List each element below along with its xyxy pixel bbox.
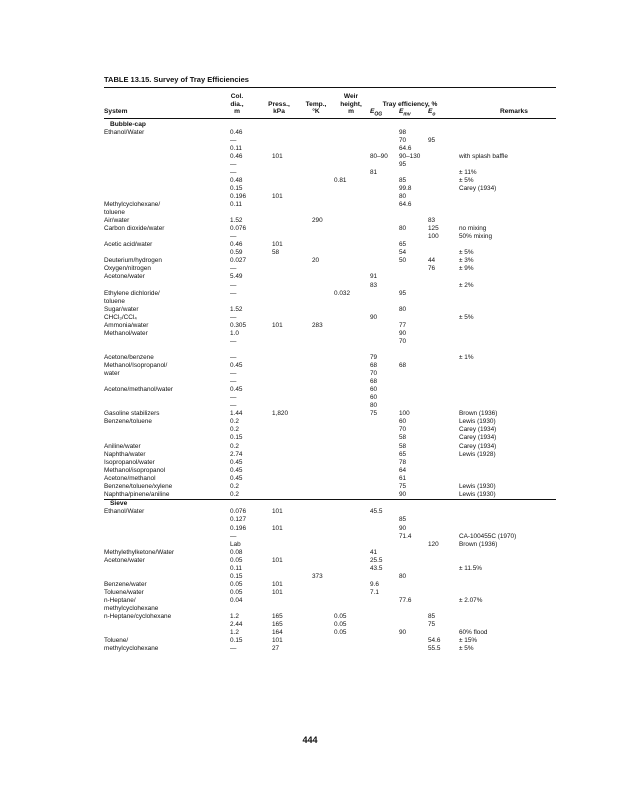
weir-height-header: Weir height, m: [340, 93, 362, 116]
efficiency-emv-cell: 58: [399, 434, 407, 442]
efficiency-eog-cell: 81: [370, 168, 378, 176]
column-diameter-cell: 2.74: [230, 450, 243, 458]
efficiency-eo-cell: 44: [428, 257, 436, 265]
efficiency-eo-cell: 120: [428, 540, 439, 548]
efficiency-emv-cell: 80: [399, 225, 407, 233]
system-cell: Acetone/water: [104, 273, 145, 281]
column-diameter-cell: 0.45: [230, 474, 243, 482]
pressure-header: Press., kPa: [268, 100, 290, 116]
remarks-cell: 60% flood: [459, 629, 488, 637]
system-cell: Methylcyclohexane/: [104, 201, 161, 208]
column-diameter-cell: —: [230, 378, 237, 386]
pressure-cell: 27: [272, 645, 280, 653]
efficiency-eog-cell: 80–90: [370, 152, 388, 160]
remarks-cell: Brown (1936): [459, 410, 498, 418]
efficiency-eog-cell: 60: [370, 394, 378, 402]
remarks-cell: ± 2.07%: [459, 596, 483, 604]
column-diameter-cell: 0.2: [230, 418, 239, 426]
weir-height-cell: 0.05: [334, 629, 347, 637]
system-cell: Isopropanol/water: [104, 458, 155, 466]
remarks-cell: ± 9%: [459, 265, 474, 273]
efficiency-emv-cell: 98: [399, 128, 407, 136]
pressure-cell: 101: [272, 637, 283, 645]
system-cell: Toluene/: [104, 637, 129, 645]
efficiency-emv-cell: 85: [399, 516, 407, 524]
system-cell: Oxygen/nitrogen: [104, 265, 151, 273]
remarks-cell: ± 1%: [459, 353, 474, 361]
column-diameter-cell: 2.44: [230, 621, 243, 629]
remarks-cell: ± 15%: [459, 637, 478, 645]
column-diameter-cell: 0.05: [230, 588, 243, 596]
column-diameter-cell: —: [230, 289, 237, 297]
efficiency-emv-cell: 85: [399, 176, 407, 184]
efficiency-emv-cell: 75: [399, 482, 407, 490]
efficiency-emv-cell: 80: [399, 572, 407, 580]
tray-efficiency-header: Tray efficiency, %: [382, 100, 438, 108]
column-diameter-cell: 0.2: [230, 482, 239, 490]
efficiency-eo-cell: 100: [428, 233, 439, 241]
column-diameter-cell: —: [230, 313, 237, 321]
remarks-cell: 50% mixing: [459, 233, 493, 241]
column-diameter-cell: 0.2: [230, 490, 239, 498]
efficiency-eo-cell: 95: [428, 136, 436, 144]
table-title: TABLE 13.15. Survey of Tray Efficiencies: [104, 75, 249, 84]
column-diameter-cell: 0.45: [230, 466, 243, 474]
remarks-cell: Lewis (1930): [459, 482, 496, 490]
efficiency-emv-cell: 61: [399, 474, 407, 482]
system-cell: Acetone/water: [104, 556, 145, 564]
system-cell: Benzene/toluene/xylene: [104, 482, 173, 490]
efficiency-eog-cell: 70: [370, 370, 378, 378]
column-diameter-cell: —: [230, 532, 237, 540]
eo-header: $E_o$: [428, 108, 436, 118]
column-diameter-cell: —: [230, 394, 237, 402]
temperature-cell: 373: [312, 572, 323, 580]
column-diameter-cell: 0.05: [230, 580, 243, 588]
efficiency-eog-cell: 75: [370, 410, 378, 418]
temperature-header: Temp., °K: [305, 100, 327, 116]
efficiency-emv-cell: 77: [399, 321, 407, 329]
remarks-cell: Carey (1934): [459, 442, 497, 450]
pressure-cell: 101: [272, 508, 283, 516]
column-diameter-cell: 0.15: [230, 184, 243, 192]
weir-height-cell: 0.032: [334, 289, 350, 297]
efficiency-emv-cell: 50: [399, 257, 407, 265]
eog-header: $E_{OG}$: [370, 108, 383, 118]
efficiency-eo-cell: 85: [428, 613, 436, 621]
system-cell: toluene: [104, 209, 125, 217]
column-diameter-cell: 0.46: [230, 241, 243, 249]
efficiency-emv-cell: 78: [399, 458, 407, 466]
efficiency-emv-cell: 58: [399, 442, 407, 450]
efficiency-emv-cell: 70: [399, 136, 407, 144]
column-diameter-cell: 0.11: [230, 201, 242, 208]
efficiency-eog-cell: 25.5: [370, 556, 383, 564]
remarks-cell: ± 2%: [459, 281, 474, 289]
system-cell: Methanol/water: [104, 329, 148, 337]
remarks-cell: Brown (1936): [459, 540, 498, 548]
remarks-cell: ± 5%: [459, 249, 474, 257]
efficiency-eog-cell: 60: [370, 386, 378, 394]
column-diameter-cell: 0.11: [230, 144, 242, 152]
column-diameter-cell: 0.127: [230, 516, 246, 524]
header-rule: [104, 118, 556, 119]
efficiency-emv-cell: 54: [399, 249, 407, 257]
column-diameter-cell: —: [230, 353, 237, 361]
column-diameter-cell: —: [230, 265, 237, 273]
column-diameter-cell: 0.45: [230, 458, 243, 466]
efficiency-emv-cell: 68: [399, 362, 407, 369]
efficiency-emv-cell: 64.6: [399, 201, 412, 208]
efficiency-emv-cell: 60: [399, 418, 407, 426]
efficiency-eo-cell: 76: [428, 265, 436, 273]
system-cell: Ammonia/water: [104, 321, 149, 329]
system-cell: water: [104, 370, 120, 378]
pressure-cell: 58: [272, 249, 280, 257]
remarks-cell: with splash baffle: [459, 152, 508, 160]
column-diameter-cell: 0.46: [230, 152, 243, 160]
system-cell: methylcyclohexane: [104, 645, 159, 653]
column-diameter-cell: 0.027: [230, 257, 246, 265]
temperature-cell: 283: [312, 321, 323, 329]
column-diameter-cell: —: [230, 160, 237, 168]
system-cell: CHCl₃/CCl₄: [104, 313, 137, 321]
system-cell: Acetic acid/water: [104, 241, 153, 249]
efficiency-emv-cell: 77.6: [399, 596, 412, 604]
system-cell: Carbon dioxide/water: [104, 225, 165, 233]
efficiency-emv-cell: 90: [399, 329, 407, 337]
system-cell: Air/water: [104, 217, 130, 225]
system-cell: n-Heptane/: [104, 596, 136, 604]
col-dia-header: Col. dia., m: [230, 93, 244, 116]
system-cell: Aniline/water: [104, 442, 141, 450]
remarks-cell: CA-100455C (1970): [459, 532, 517, 540]
efficiency-emv-cell: 95: [399, 289, 407, 297]
remarks-cell: ± 3%: [459, 257, 474, 265]
pressure-cell: 101: [272, 524, 283, 532]
section-heading: Sieve: [110, 500, 128, 508]
remarks-cell: ± 11%: [459, 168, 477, 176]
system-cell: Sugar/water: [104, 305, 139, 313]
weir-height-cell: 0.05: [334, 613, 347, 621]
pressure-cell: 165: [272, 613, 283, 621]
section-heading: Bubble-cap: [110, 120, 146, 128]
column-diameter-cell: 0.196: [230, 524, 246, 532]
column-diameter-cell: —: [230, 645, 237, 653]
efficiency-eog-cell: 45.5: [370, 508, 383, 516]
efficiency-emv-cell: 90: [399, 629, 407, 637]
efficiency-emv-cell: 70: [399, 426, 407, 434]
efficiency-eo-cell: 125: [428, 225, 439, 233]
efficiency-emv-cell: 80: [399, 192, 407, 200]
column-diameter-cell: 0.45: [230, 386, 243, 394]
remarks-cell: ± 11.5%: [459, 564, 482, 572]
remarks-cell: ± 5%: [459, 313, 474, 321]
column-diameter-cell: —: [230, 233, 237, 241]
pressure-cell: 101: [272, 321, 283, 329]
efficiency-emv-cell: 65: [399, 450, 407, 458]
column-diameter-cell: —: [230, 168, 237, 176]
temperature-cell: 20: [312, 257, 320, 265]
efficiency-emv-cell: 71.4: [399, 532, 412, 540]
remarks-cell: ± 5%: [459, 645, 474, 653]
column-diameter-cell: 1.44: [230, 410, 243, 418]
section-rule: [104, 499, 556, 500]
system-cell: toluene: [104, 297, 125, 305]
system-cell: Methylethylketone/Water: [104, 548, 175, 556]
system-cell: Toluene/water: [104, 588, 144, 596]
column-diameter-cell: 5.49: [230, 273, 243, 281]
remarks-cell: Carey (1934): [459, 434, 497, 442]
system-cell: methylcyclohexane: [104, 605, 159, 612]
system-cell: Acetone/methanol/water: [104, 386, 173, 394]
system-cell: Methanol/Isopropanol/: [104, 362, 168, 369]
page-number: 444: [302, 735, 318, 745]
column-diameter-cell: 0.2: [230, 426, 239, 434]
column-diameter-cell: 0.46: [230, 128, 243, 136]
remarks-cell: Lewis (1930): [459, 490, 496, 498]
remarks-cell: Carey (1934): [459, 184, 497, 192]
system-cell: Acetone/benzene: [104, 353, 154, 361]
column-diameter-cell: 1.52: [230, 305, 243, 313]
column-diameter-cell: 1.0: [230, 329, 239, 337]
efficiency-eog-cell: 68: [370, 378, 378, 386]
column-diameter-cell: —: [230, 370, 237, 378]
efficiency-eog-cell: 41: [370, 548, 378, 556]
efficiency-eog-cell: 9.6: [370, 580, 379, 588]
efficiency-eog-cell: 80: [370, 402, 378, 410]
column-diameter-cell: 0.15: [230, 434, 243, 442]
system-cell: Gasoline stabilizers: [104, 410, 160, 418]
pressure-cell: 101: [272, 241, 283, 249]
system-cell: Benzene/toluene: [104, 418, 152, 426]
pressure-cell: 1,820: [272, 410, 288, 418]
column-diameter-cell: —: [230, 281, 237, 289]
column-diameter-cell: 0.15: [230, 637, 243, 645]
efficiency-emv-cell: 80: [399, 305, 407, 313]
column-diameter-cell: 0.04: [230, 596, 243, 604]
column-diameter-cell: 0.08: [230, 548, 243, 556]
system-cell: Ethanol/Water: [104, 128, 145, 136]
system-cell: Ethylene dichloride/: [104, 289, 160, 297]
efficiency-eog-cell: 68: [370, 362, 378, 369]
column-diameter-cell: —: [230, 136, 237, 144]
column-diameter-cell: 1.2: [230, 629, 239, 637]
efficiency-eog-cell: 7.1: [370, 588, 379, 596]
column-diameter-cell: 0.48: [230, 176, 243, 184]
column-diameter-cell: 0.59: [230, 249, 243, 257]
column-diameter-cell: 0.45: [230, 362, 243, 369]
system-header: System: [104, 108, 128, 116]
pressure-cell: 101: [272, 152, 283, 160]
temperature-cell: 290: [312, 217, 323, 225]
efficiency-emv-cell: 99.8: [399, 184, 412, 192]
efficiency-emv-cell: 90–130: [399, 152, 421, 160]
efficiency-emv-cell: 65: [399, 241, 407, 249]
efficiency-emv-cell: 95: [399, 160, 407, 168]
column-diameter-cell: 0.076: [230, 225, 246, 233]
pressure-cell: 101: [272, 192, 283, 200]
efficiency-eog-cell: 90: [370, 313, 378, 321]
remarks-header: Remarks: [500, 108, 528, 116]
column-diameter-cell: —: [230, 337, 237, 345]
system-cell: Naphtha/water: [104, 450, 146, 458]
column-diameter-cell: Lab: [230, 540, 241, 548]
efficiency-eo-cell: 54.6: [428, 637, 441, 645]
system-cell: n-Heptane/cyclohexane: [104, 613, 172, 621]
column-diameter-cell: 0.305: [230, 321, 246, 329]
efficiency-eog-cell: 91: [370, 273, 378, 281]
efficiency-emv-cell: 90: [399, 490, 407, 498]
top-rule: [104, 87, 556, 88]
efficiency-emv-cell: 70: [399, 337, 407, 345]
efficiency-eog-cell: 83: [370, 281, 378, 289]
remarks-cell: Carey (1934): [459, 426, 497, 434]
weir-height-cell: 0.81: [334, 176, 347, 184]
efficiency-eog-cell: 43.5: [370, 564, 383, 572]
emv-header: $E_{mv}$: [399, 108, 411, 118]
remarks-cell: Lewis (1928): [459, 450, 496, 458]
pressure-cell: 165: [272, 621, 283, 629]
efficiency-eo-cell: 83: [428, 217, 436, 225]
system-cell: Naphtha/pinene/aniline: [104, 490, 170, 498]
efficiency-eo-cell: 55.5: [428, 645, 441, 653]
column-diameter-cell: 1.52: [230, 217, 243, 225]
system-cell: Ethanol/Water: [104, 508, 145, 516]
column-diameter-cell: 1.2: [230, 613, 239, 621]
column-diameter-cell: 0.15: [230, 572, 243, 580]
column-diameter-cell: 0.11: [230, 564, 242, 572]
remarks-cell: no mixing: [459, 225, 487, 233]
efficiency-emv-cell: 100: [399, 410, 410, 418]
system-cell: Benzene/water: [104, 580, 147, 588]
efficiency-emv-cell: 64: [399, 466, 407, 474]
weir-height-cell: 0.05: [334, 621, 347, 629]
pressure-cell: 101: [272, 580, 283, 588]
system-cell: Acetone/methanol: [104, 474, 156, 482]
pressure-cell: 101: [272, 556, 283, 564]
remarks-cell: Lewis (1930): [459, 418, 496, 426]
column-diameter-cell: 0.196: [230, 192, 246, 200]
system-cell: Deuterium/hydrogen: [104, 257, 162, 265]
efficiency-eog-cell: 79: [370, 353, 378, 361]
efficiency-eo-cell: 75: [428, 621, 436, 629]
pressure-cell: 101: [272, 588, 283, 596]
column-diameter-cell: 0.05: [230, 556, 243, 564]
system-cell: Methanol/isopropanol: [104, 466, 166, 474]
efficiency-emv-cell: 90: [399, 524, 407, 532]
pressure-cell: 164: [272, 629, 283, 637]
efficiency-emv-cell: 64.6: [399, 144, 412, 152]
column-diameter-cell: —: [230, 402, 237, 410]
column-diameter-cell: 0.2: [230, 442, 239, 450]
column-diameter-cell: 0.076: [230, 508, 246, 516]
remarks-cell: ± 5%: [459, 176, 474, 184]
